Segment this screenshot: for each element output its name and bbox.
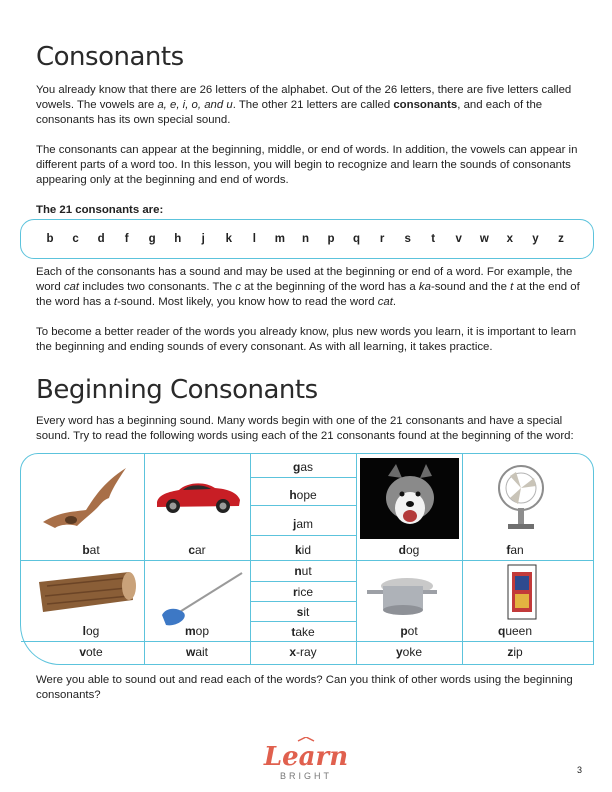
consonant-letter: q — [353, 233, 361, 245]
consonant-letter: x — [506, 233, 514, 245]
dog-image — [360, 458, 459, 539]
word-car: car — [188, 543, 206, 557]
word-sit: sit — [296, 605, 310, 619]
learn-bright-logo — [260, 737, 352, 783]
consonant-letter: c — [72, 233, 79, 245]
log-image — [33, 566, 137, 614]
section-title: Beginning Consonants — [36, 375, 318, 405]
consonant-letter: t — [431, 233, 436, 245]
word-nut: nut — [294, 564, 312, 578]
example-paragraph: Each of the consonants has a sound and may be used at the beginning or end of a word. For example, the word cat includes two consonants. The c at the beginning of the word has a ka-sound and the t at the end of the word has a t-sound. Most likely, you know how to read the word cat. — [36, 266, 580, 308]
consonant-letter: k — [225, 233, 233, 245]
intro-paragraph-1: You already know that there are 26 letters of the alphabet. Out of the 26 letters, there are five letters called vowels. The vowels are a, e, i, o, and u. The other 21 letters are called consonants, and each of the consonants has its own special sound. — [36, 84, 572, 126]
page-title: Consonants — [36, 42, 184, 72]
consonant-letter: r — [379, 233, 385, 245]
word-rice: rice — [292, 585, 313, 599]
word-bat: bat — [82, 543, 100, 557]
intro-paragraph-2: The consonants can appear at the beginning, middle, or end of words. In addition, the vowels can appear in different parts of a word too. In this lesson, you will begin to recognize and learn the sounds of consonants appearing only at the beginning and end of words. — [36, 144, 578, 186]
word-wait: wait — [185, 645, 209, 659]
consonant-letter: y — [532, 233, 539, 245]
consonant-strip — [20, 219, 594, 259]
word-pot: pot — [400, 624, 418, 638]
logo-wordmark: Learn — [263, 742, 349, 772]
consonant-letter: d — [97, 233, 105, 245]
word-hope: hope — [289, 488, 317, 502]
practice-paragraph: To become a better reader of the words you already know, plus new words you learn, it is important to learn the beginning and ending sounds of every consonant. As with all learning, it takes practice. — [36, 326, 577, 353]
bat-image — [31, 462, 131, 534]
closing-paragraph: Were you able to sound out and read each of the words? Can you think of other words using the beginning consonants? — [36, 674, 573, 701]
word-take: take — [291, 625, 315, 639]
consonant-letter: s — [404, 233, 411, 245]
consonant-letter: w — [479, 233, 489, 245]
fan-image — [496, 464, 546, 534]
word-jam: jam — [292, 517, 313, 531]
consonant-list-label: The 21 consonants are: — [36, 204, 164, 216]
word-fan: fan — [506, 543, 524, 557]
word-log: log — [82, 624, 100, 638]
consonant-letter: m — [274, 233, 286, 245]
consonant-letter: h — [174, 233, 182, 245]
beginning-paragraph: Every word has a beginning sound. Many words begin with one of the 21 consonants and have a special sound. Try to read the following words using each of the 21 consonants found at the beginning of the word: — [36, 415, 574, 442]
consonant-letter: p — [327, 233, 335, 245]
consonant-letter: g — [148, 233, 156, 245]
word-gas: gas — [292, 460, 314, 474]
consonant-letter: b — [46, 233, 54, 245]
consonant-letter: l — [252, 233, 256, 245]
queen-card-image — [507, 564, 537, 620]
car-image — [153, 476, 243, 516]
page-number: 3 — [577, 765, 583, 775]
consonant-letter: j — [201, 233, 205, 245]
word-queen: queen — [497, 624, 533, 638]
consonant-letter: n — [301, 233, 309, 245]
logo-subtitle: BRIGHT — [279, 771, 333, 781]
word-mop: mop — [184, 624, 210, 638]
pot-image — [365, 572, 445, 618]
word-dog: dog — [398, 543, 420, 557]
word-yoke: yoke — [395, 645, 423, 659]
word-grid — [20, 453, 594, 665]
word-vote: vote — [79, 645, 103, 659]
word-xray: x-ray — [289, 645, 317, 659]
word-zip: zip — [507, 645, 523, 659]
consonant-letter: f — [124, 233, 129, 245]
consonant-letter: v — [455, 233, 462, 245]
consonant-letter: z — [558, 233, 564, 245]
word-kid: kid — [294, 543, 312, 557]
mop-image — [154, 569, 248, 629]
